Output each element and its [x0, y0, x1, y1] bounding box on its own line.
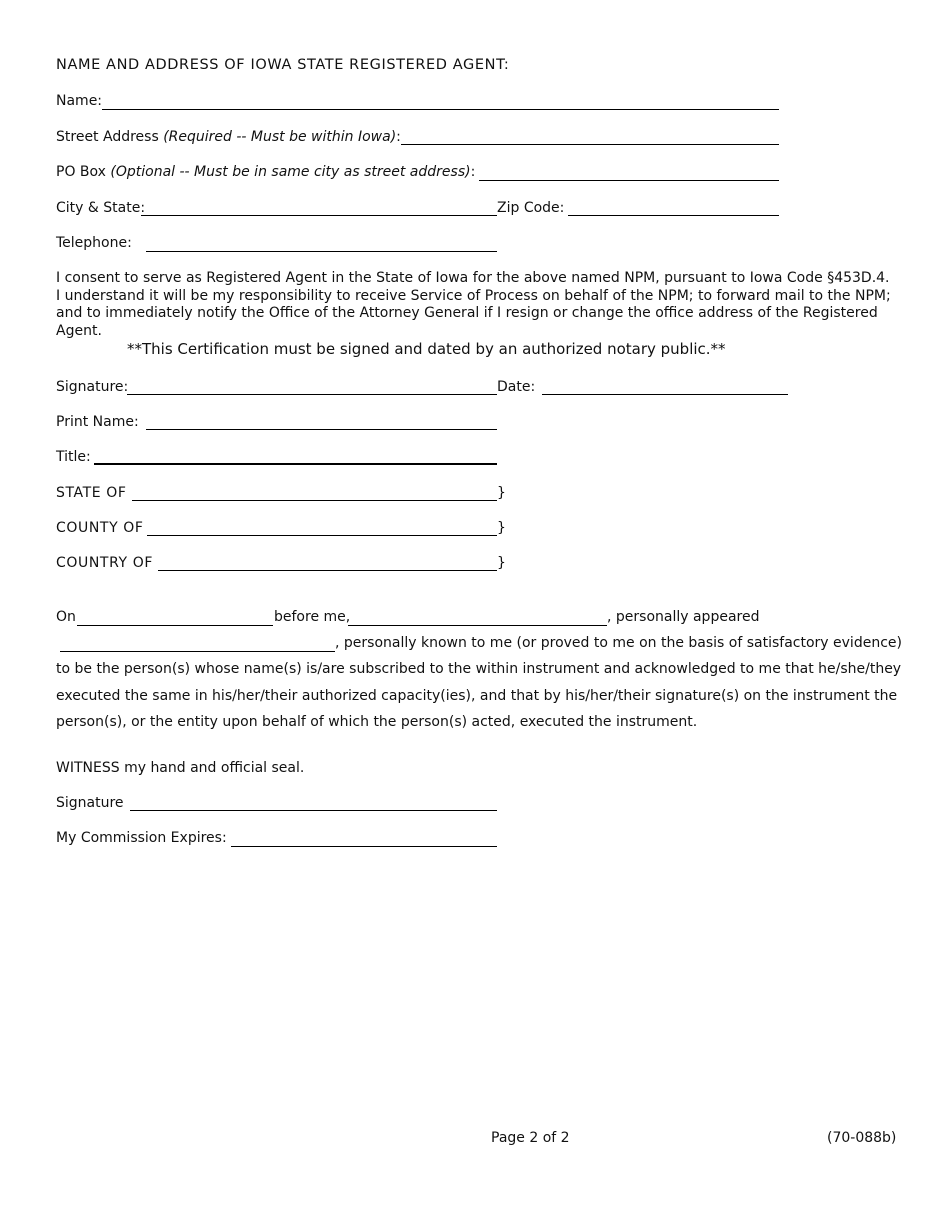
- city-state-field[interactable]: [141, 215, 497, 216]
- signature-field[interactable]: [127, 394, 497, 395]
- state-brace: }: [497, 485, 506, 501]
- acknowledgment-line-4: executed the same in his/her/their authorized capacity(ies), and that by his/her/their signature(s) on the instrument the: [56, 688, 898, 704]
- telephone-field[interactable]: [146, 251, 497, 252]
- acknowledgment-line-5: person(s), or the entity upon behalf of which the person(s) acted, executed the instrument.: [56, 714, 698, 730]
- signature-label: Signature:: [56, 379, 129, 395]
- street-address-note: (Required -- Must be within Iowa): [163, 129, 397, 145]
- personally-known-text: , personally known to me (or proved to me on the basis of satisfactory evidence): [335, 635, 902, 651]
- commission-expires-field[interactable]: [231, 846, 497, 847]
- witness-statement: WITNESS my hand and official seal.: [56, 760, 305, 776]
- date-label: Date:: [497, 379, 536, 395]
- zip-code-label: Zip Code:: [497, 200, 565, 216]
- on-date-field[interactable]: [77, 625, 273, 626]
- county-of-field[interactable]: [147, 535, 497, 536]
- street-address-field[interactable]: [401, 144, 779, 145]
- commission-expires-label: My Commission Expires:: [56, 830, 227, 846]
- state-of-label: STATE OF: [56, 485, 127, 501]
- po-box-note: (Optional -- Must be in same city as street address): [110, 164, 471, 180]
- form-section-heading: NAME AND ADDRESS OF IOWA STATE REGISTERED AGENT:: [56, 57, 510, 73]
- county-of-label: COUNTY OF: [56, 520, 144, 536]
- certification-note: **This Certification must be signed and dated by an authorized notary public.**: [127, 340, 726, 358]
- name-label: Name:: [56, 93, 103, 109]
- on-label: On: [56, 609, 76, 625]
- street-address-label: Street Address (Required -- Must be within Iowa):: [56, 129, 401, 145]
- before-me-label: before me,: [274, 609, 351, 625]
- name-field[interactable]: [102, 109, 779, 110]
- notary-signature-field[interactable]: [130, 810, 497, 811]
- telephone-label: Telephone:: [56, 235, 132, 251]
- city-state-label: City & State:: [56, 200, 146, 216]
- country-of-label: COUNTRY OF: [56, 555, 153, 571]
- form-number: (70-088b): [827, 1130, 897, 1146]
- state-of-field[interactable]: [132, 500, 497, 501]
- print-name-field[interactable]: [146, 429, 497, 430]
- print-name-label: Print Name:: [56, 414, 139, 430]
- po-box-label: PO Box (Optional -- Must be in same city as street address):: [56, 164, 476, 180]
- country-of-field[interactable]: [158, 570, 497, 571]
- country-brace: }: [497, 555, 506, 571]
- acknowledgment-line-3: to be the person(s) whose name(s) is/are subscribed to the within instrument and acknowledged to me that he/she/they: [56, 661, 902, 677]
- date-field[interactable]: [542, 394, 788, 395]
- notary-signature-label: Signature: [56, 795, 124, 811]
- personally-appeared-label: , personally appeared: [607, 609, 760, 625]
- notary-name-field[interactable]: [348, 625, 607, 626]
- county-brace: }: [497, 520, 506, 536]
- title-field[interactable]: [94, 463, 497, 465]
- appearing-person-field[interactable]: [60, 651, 335, 652]
- page-number: Page 2 of 2: [491, 1130, 570, 1146]
- zip-code-field[interactable]: [568, 215, 779, 216]
- po-box-field[interactable]: [479, 180, 779, 181]
- title-label: Title:: [56, 449, 91, 465]
- consent-statement: I consent to serve as Registered Agent in the State of Iowa for the above named NPM, pursuant to Iowa Code §453D.4. I understand it will be my responsibility to receive Service of Process on behalf of the NPM; to forward mail to the NPM; and to immediately notify the Office of the Attorney General if I resign or change the office address of the Registered Agent.: [56, 270, 891, 339]
